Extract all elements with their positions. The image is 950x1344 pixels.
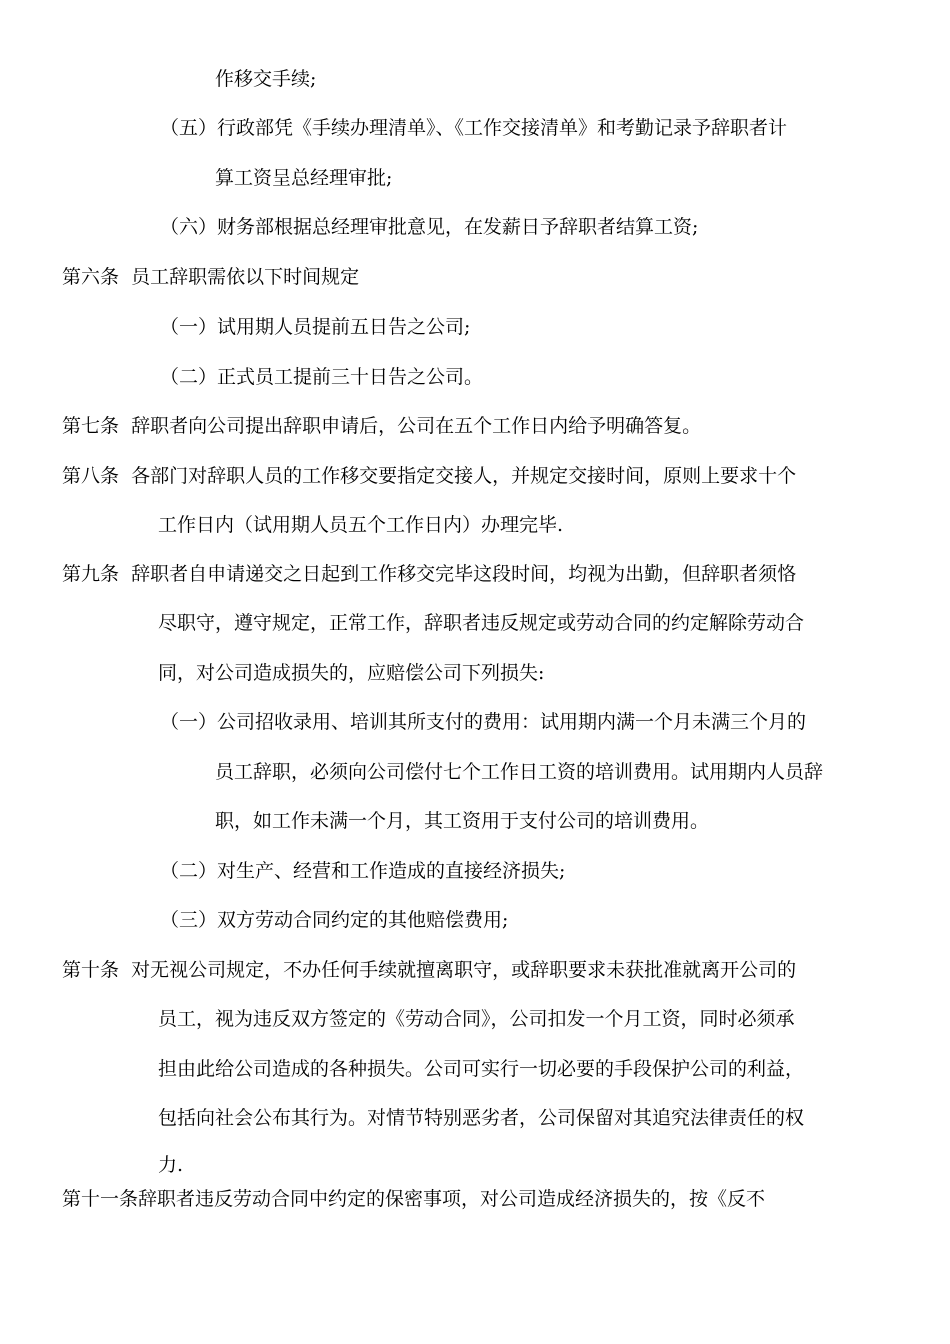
text-line: （二）正式员工提前三十日告之公司。 — [160, 366, 484, 388]
text-line: （一）公司招收录用、培训其所支付的费用：试用期内满一个月未满三个月的 — [160, 711, 807, 733]
article-11 — [62, 1186, 765, 1212]
text-line: （六）财务部根据总经理审批意见，在发薪日予辞职者结算工资; — [160, 216, 699, 238]
article-label: 第九条 — [62, 563, 120, 585]
text-line: 职，如工作未满一个月，其工资用于支付公司的培训费用。 — [215, 810, 710, 832]
text-line: 尽职守，遵守规定，正常工作，辞职者违反规定或劳动合同的约定解除劳动合 — [158, 612, 805, 634]
text-line: （二）对生产、经营和工作造成的直接经济损失; — [160, 860, 566, 882]
article-9 — [62, 561, 796, 587]
text-line: 担由此给公司造成的各种损失。公司可实行一切必要的手段保护公司的利益， — [158, 1058, 805, 1080]
text-line: 员工，视为违反双方签定的《劳动合同》，公司扣发一个月工资，同时必须承 — [158, 1008, 795, 1030]
article-label: 第八条 — [62, 465, 120, 487]
article-text: 各部门对辞职人员的工作移交要指定交接人，并规定交接时间，原则上要求十个 — [131, 465, 797, 487]
article-10 — [62, 957, 796, 983]
article-7 — [62, 413, 701, 439]
text-line: 同，对公司造成损失的，应赔偿公司下列损失: — [158, 662, 545, 684]
article-8 — [62, 463, 796, 489]
text-line: 算工资呈总经理审批; — [215, 167, 393, 189]
article-text: 辞职者自申请递交之日起到工作移交完毕这段时间，均视为出勤，但辞职者须恪 — [131, 563, 797, 585]
text-line: （五）行政部凭《手续办理清单》、《工作交接清单》和考勤记录予辞职者计 — [160, 117, 788, 139]
text-line: （一）试用期人员提前五日告之公司; — [160, 316, 471, 338]
article-text: 辞职者向公司提出辞职申请后，公司在五个工作日内给予明确答复。 — [131, 415, 702, 437]
article-text: 对无视公司规定，不办任何手续就擅离职守，或辞职要求未获批准就离开公司的 — [131, 959, 797, 981]
article-text: 员工辞职需依以下时间规定 — [131, 266, 360, 288]
text-line: 员工辞职，必须向公司偿付七个工作日工资的培训费用。试用期内人员辞 — [215, 761, 824, 783]
text-line: 包括向社会公布其行为。对情节特别恶劣者，公司保留对其追究法律责任的权 — [158, 1107, 805, 1129]
text-line: 力. — [158, 1154, 184, 1176]
text-line: （三）双方劳动合同约定的其他赔偿费用; — [160, 909, 509, 931]
article-text: 辞职者违反劳动合同中约定的保密事项，对公司造成经济损失的，按《反不 — [138, 1188, 766, 1210]
article-label: 第十条 — [62, 959, 120, 981]
article-6 — [62, 264, 359, 290]
article-label: 第十一条 — [62, 1188, 139, 1210]
article-label: 第六条 — [62, 266, 120, 288]
article-label: 第七条 — [62, 415, 120, 437]
text-line: 作移交手续; — [215, 68, 317, 90]
text-line: 工作日内（试用期人员五个工作日内）办理完毕. — [158, 514, 564, 536]
